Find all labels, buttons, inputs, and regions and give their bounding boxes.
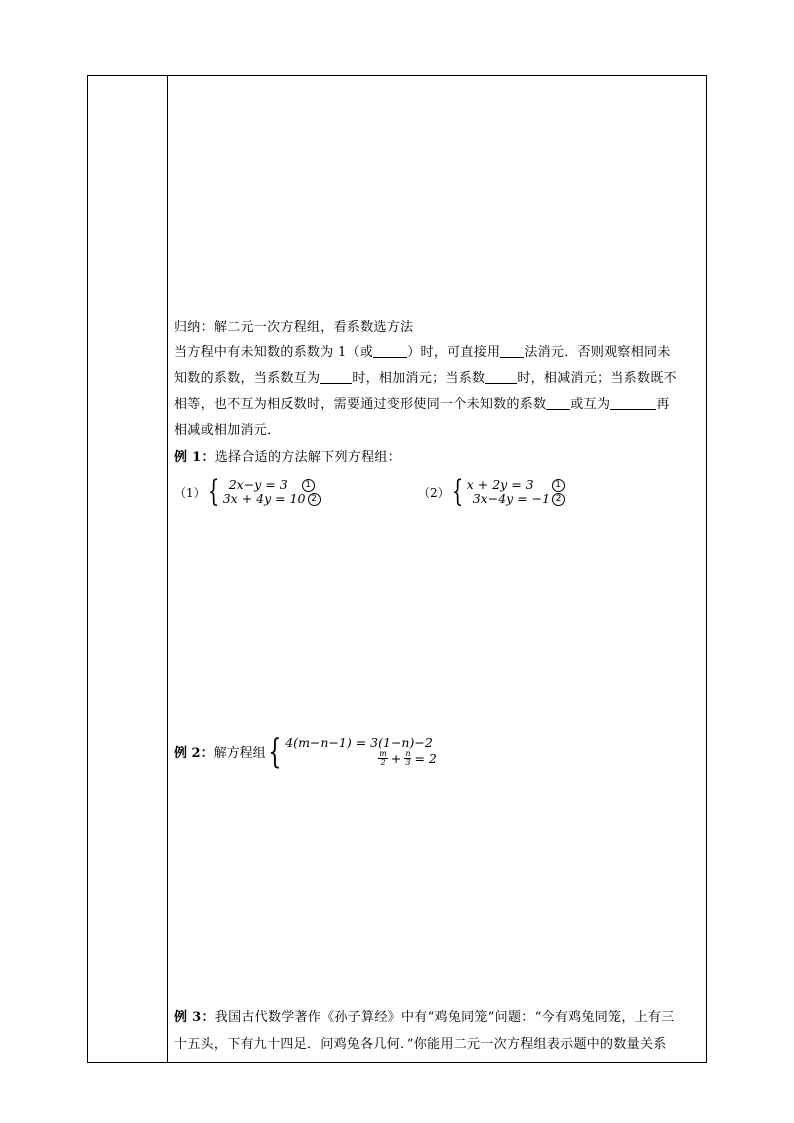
equation: 3x + 4y = 10 (222, 491, 306, 506)
operator: + (390, 750, 402, 766)
summary-text: 知数的系数，当系数互为 (174, 371, 321, 386)
example1-system-2 (418, 474, 565, 509)
numerator: n (405, 749, 411, 758)
example1-system-1 (174, 474, 321, 509)
example2-text: 解方程组 (213, 746, 266, 761)
equation-rhs: = 2 (414, 750, 437, 766)
example3-label: 例 3： (174, 1010, 215, 1025)
denominator: 3 (405, 758, 411, 767)
summary-line-3 (174, 397, 698, 413)
left-brace-icon: { (267, 731, 281, 772)
fill-blank[interactable] (610, 397, 656, 410)
circled-number: 2 (552, 493, 565, 506)
part-number: （1） (174, 485, 206, 500)
circled-number: 1 (552, 479, 565, 492)
summary-line-2 (174, 371, 698, 387)
denominator: 2 (380, 758, 386, 767)
fill-blank[interactable] (320, 371, 352, 384)
example2-label: 例 2： (174, 746, 214, 761)
numerator: m (379, 749, 387, 758)
summary-text: 相等，也不互为相反数时，需要通过变形使同一个未知数的系数 (174, 397, 547, 412)
equation-row (467, 492, 565, 506)
equation-row (467, 478, 565, 492)
equation-stack (285, 736, 437, 767)
equation: 2x−y = 3 (228, 477, 288, 492)
summary-text: 或互为 (570, 397, 611, 412)
circled-number: 2 (308, 493, 321, 506)
example2 (174, 731, 437, 772)
fraction (378, 750, 388, 767)
example1-heading (174, 450, 698, 466)
equation-row (223, 492, 321, 506)
part-number: （2） (418, 485, 450, 500)
equation-stack (467, 478, 565, 506)
equation: 3x−4y = −1 (472, 491, 551, 506)
summary-line-4: 相减或相加消元． (174, 423, 281, 438)
equation: x + 2y = 3 (466, 477, 534, 492)
content-cell (174, 76, 698, 1062)
summary-text: 时，相减消元；当系数既不 (517, 371, 677, 386)
column-divider (167, 76, 168, 1062)
summary-text: 法消元．否则观察相同未 (524, 345, 671, 360)
fill-blank[interactable] (373, 345, 407, 358)
summary-line-1 (174, 345, 698, 361)
fraction (404, 750, 411, 767)
equation-row (223, 478, 321, 492)
fill-blank[interactable] (485, 371, 517, 384)
left-brace-icon: { (451, 474, 463, 509)
example3-line-2: 十五头，下有九十四足．问鸡兔各几何．”你能用二元一次方程组表示题中的数量关系 (174, 1037, 667, 1052)
equation-row (285, 736, 437, 750)
left-brace-icon: { (207, 474, 219, 509)
summary-text: ）时，可直接用 (407, 345, 501, 360)
circled-number: 1 (302, 479, 315, 492)
equation: 4(m−n−1) = 3(1−n)−2 (285, 735, 433, 750)
example1-text: 选择合适的方法解下列方程组： (214, 450, 401, 465)
summary-text: 当方程中有未知数的系数为 1（或 (174, 345, 374, 360)
summary-text: 再 (656, 397, 670, 412)
summary-text: 时，相加消元；当系数 (352, 371, 486, 386)
example1-label: 例 1： (174, 450, 215, 465)
fill-blank[interactable] (500, 345, 524, 358)
example3-line-1 (174, 1010, 698, 1026)
equation-row (285, 750, 437, 767)
equation-stack (223, 478, 321, 506)
fill-blank[interactable] (546, 397, 570, 410)
summary-title: 归纳：解二元一次方程组，看系数选方法 (174, 320, 414, 335)
worksheet-table (87, 75, 707, 1063)
example3-text: 我国古代数学著作《孙子算经》中有“鸡兔同笼”问题：“今有鸡兔同笼，上有三 (214, 1010, 675, 1025)
